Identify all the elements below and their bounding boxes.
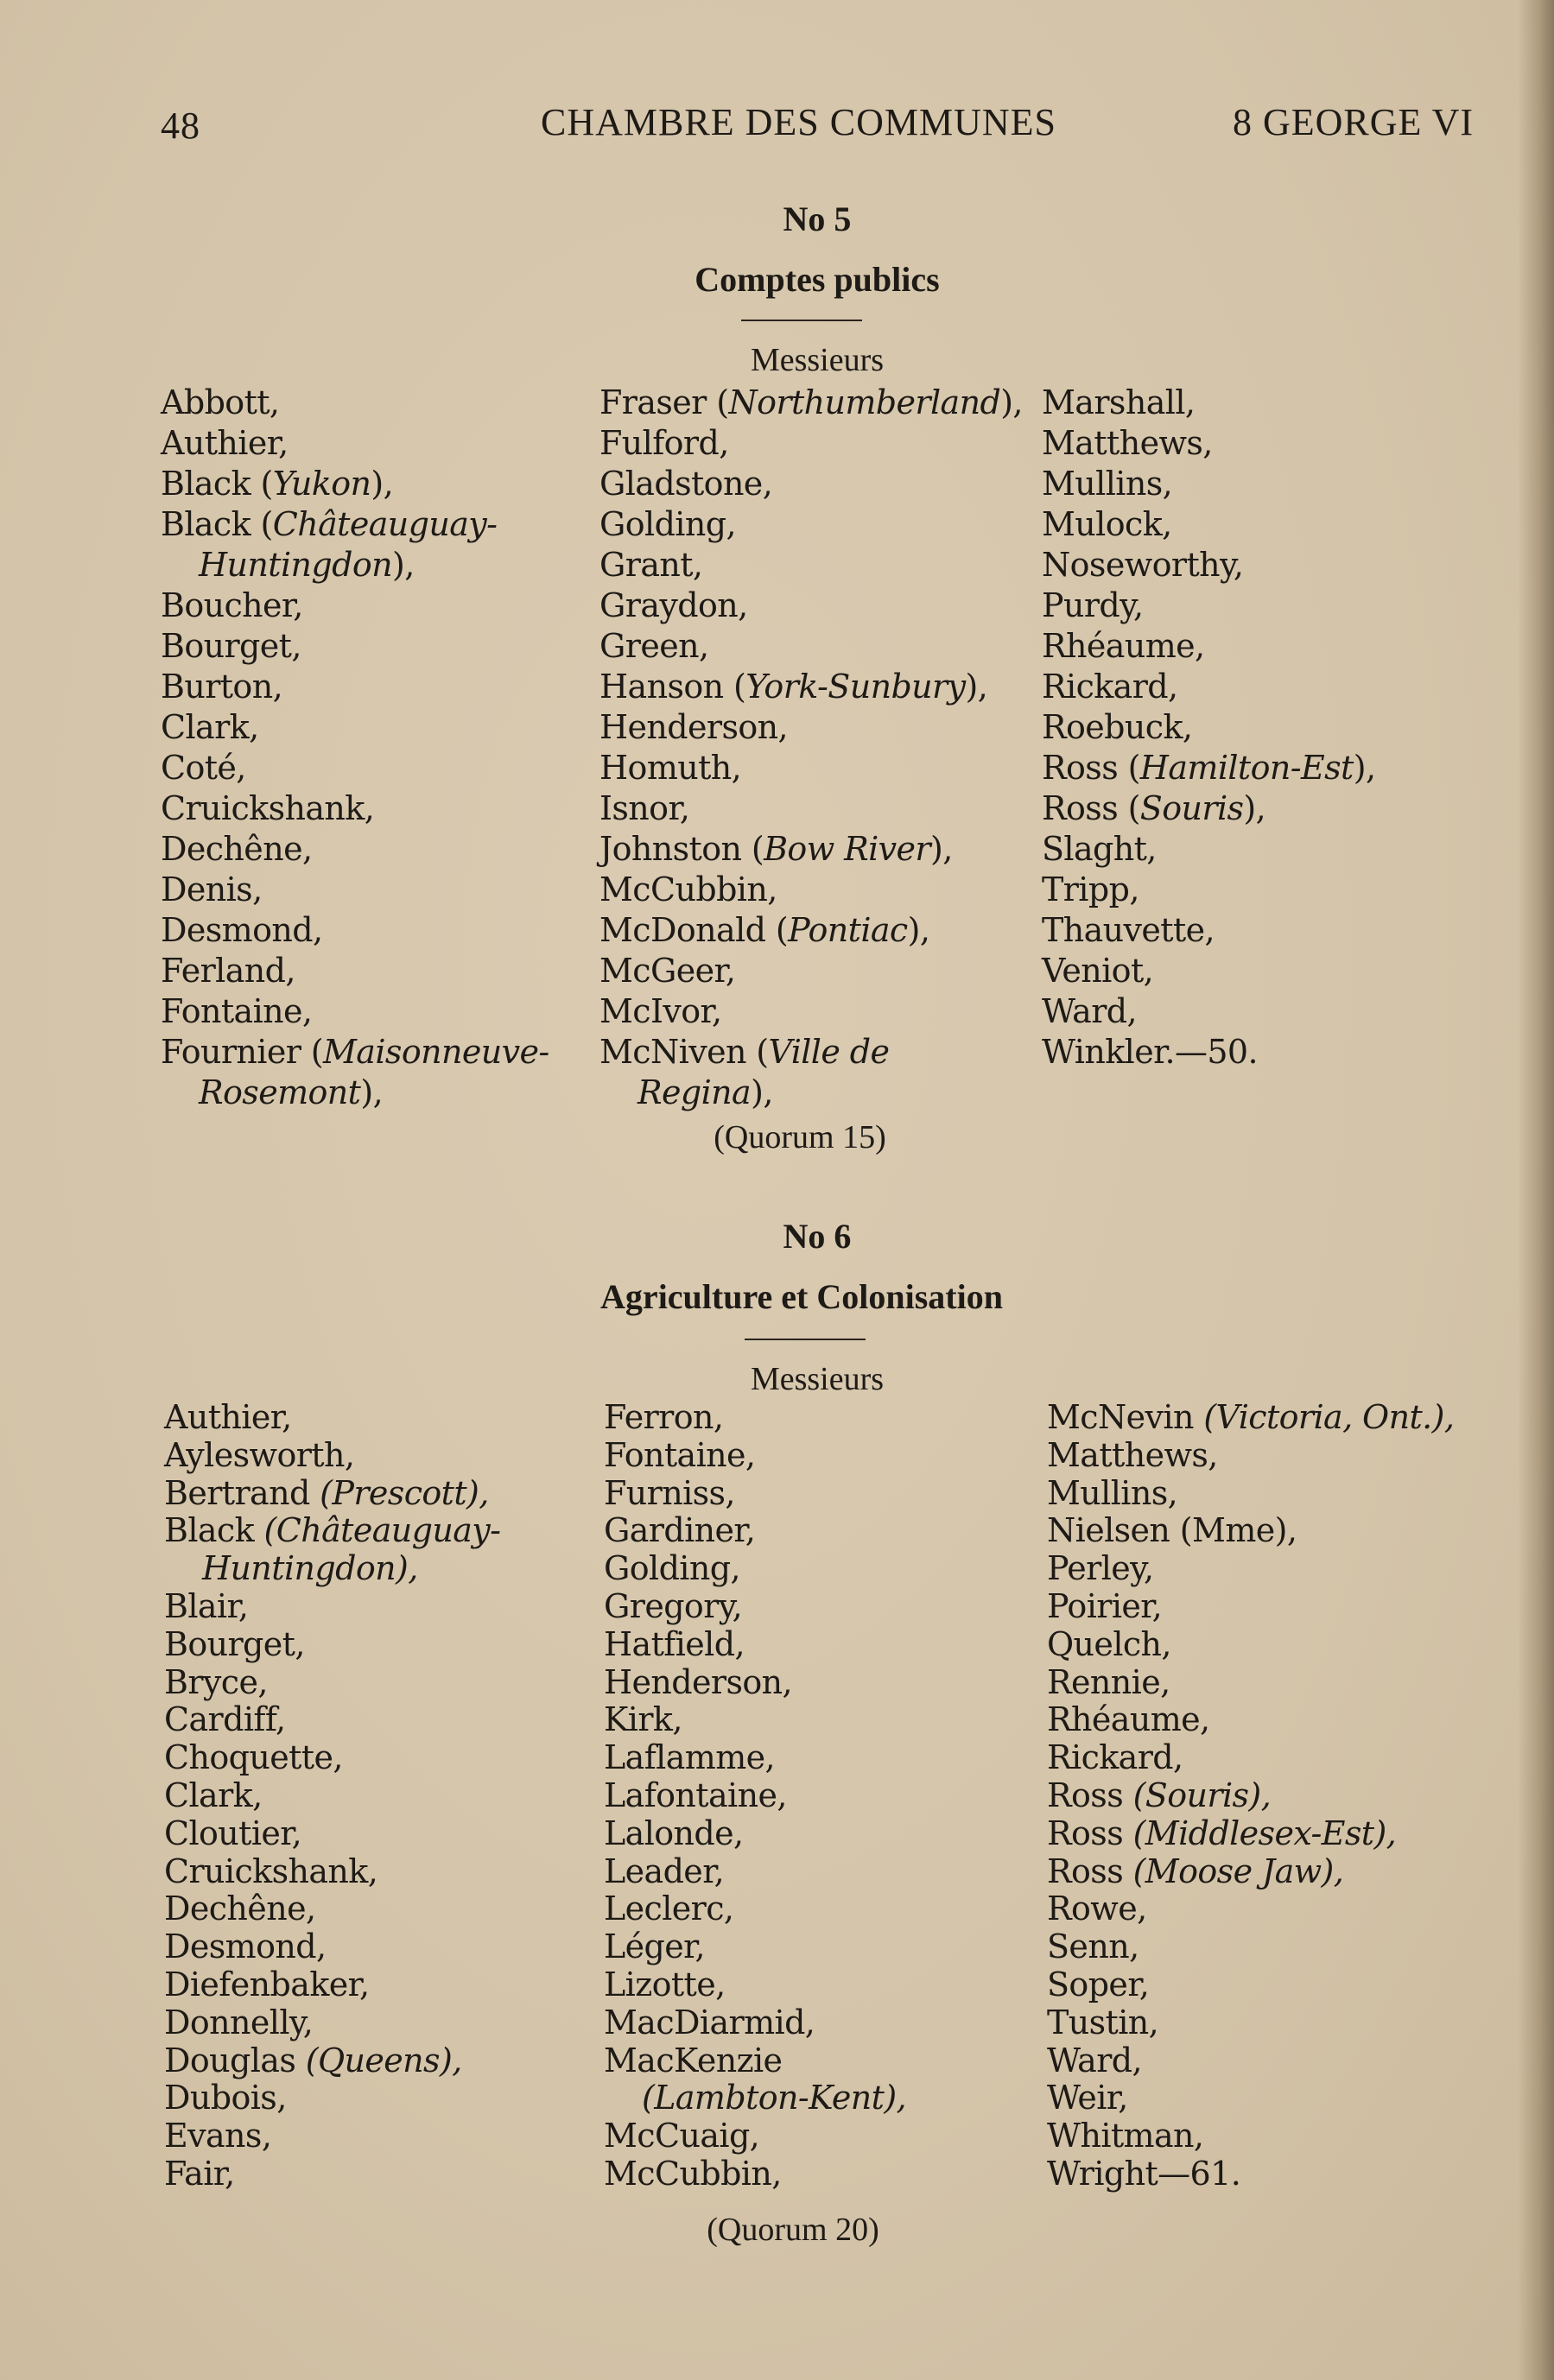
member-name-text: Johnston ( xyxy=(599,830,764,868)
member-line xyxy=(164,1853,500,1891)
member-line xyxy=(604,1815,906,1853)
member-name-text: Cardiff, xyxy=(164,1700,286,1739)
member-line xyxy=(1047,1701,1454,1739)
quorum-label: (Quorum 20) xyxy=(707,2212,879,2248)
member-name-text: Ward, xyxy=(1047,2041,1142,2079)
member-riding-text: (Lambton-Kent), xyxy=(642,2079,907,2117)
member-riding-text: Ville de xyxy=(768,1033,890,1071)
member-line xyxy=(604,1550,906,1588)
section-number: No 6 xyxy=(783,1217,852,1256)
member-line xyxy=(1047,1815,1454,1853)
member-name-text: Hatfield, xyxy=(604,1624,745,1663)
member-line xyxy=(604,1588,906,1626)
section-title: Comptes publics xyxy=(695,260,940,299)
member-name-text: Rowe, xyxy=(1047,1889,1147,1928)
member-name-text: Evans, xyxy=(164,2117,272,2155)
member-name-text: Grant, xyxy=(599,546,703,584)
member-name-text: Gregory, xyxy=(604,1586,743,1625)
member-name-text: Rickard, xyxy=(1047,1738,1183,1777)
member-name-text: Donnelly, xyxy=(164,2003,314,2041)
page-edge-shadow xyxy=(1518,0,1554,2380)
member-line xyxy=(1047,2004,1454,2042)
member-name-text: Fair, xyxy=(164,2154,235,2193)
member-riding-text: Pontiac xyxy=(788,911,908,949)
header-reign: 8 GEORGE VI xyxy=(1232,101,1474,143)
member-name-text: Choquette, xyxy=(164,1738,343,1777)
member-name-text: Ward, xyxy=(1042,992,1137,1030)
member-name-text: Blair, xyxy=(164,1586,249,1625)
member-name-text: Purdy, xyxy=(1042,586,1144,624)
member-name-text: Burton, xyxy=(161,668,283,706)
member-name-text: Weir, xyxy=(1047,2079,1128,2117)
member-riding-text: Souris xyxy=(1139,789,1244,827)
member-name-text: ), xyxy=(965,668,988,706)
member-name-text: Lalonde, xyxy=(604,1813,744,1852)
member-line xyxy=(604,2117,906,2155)
member-riding-text: Regina xyxy=(637,1073,752,1111)
member-name-text: McCuaig, xyxy=(604,2117,760,2155)
member-name-text: Ross xyxy=(1047,1813,1133,1852)
member-name-text: Fulford, xyxy=(599,424,729,462)
member-name-text: Homuth, xyxy=(599,749,742,787)
member-line xyxy=(164,1815,500,1853)
member-name-text: Roebuck, xyxy=(1042,708,1193,746)
member-line xyxy=(164,2155,500,2193)
member-name-text: Léger, xyxy=(604,1927,706,1966)
member-line xyxy=(1047,1588,1454,1626)
member-line xyxy=(164,1701,500,1739)
member-name-text: Matthews, xyxy=(1042,424,1213,462)
member-name-text: Fraser ( xyxy=(599,383,729,421)
member-name-text: Bourget, xyxy=(164,1624,305,1663)
member-name-text: ), xyxy=(907,911,930,949)
member-name-text: Bertrand xyxy=(164,1473,320,1512)
member-riding-text: Huntingdon xyxy=(199,546,392,584)
quorum-label: (Quorum 15) xyxy=(714,1119,886,1155)
member-riding-text: (Prescott), xyxy=(320,1473,489,1512)
member-line xyxy=(164,1550,500,1588)
member-name-text: Tripp, xyxy=(1042,870,1139,908)
member-line xyxy=(604,2042,906,2080)
member-name-text: Ross ( xyxy=(1042,789,1140,827)
member-line xyxy=(604,1928,906,1966)
member-name-text: ), xyxy=(360,1073,384,1111)
member-riding-text: (Victoria, Ont.), xyxy=(1203,1398,1455,1436)
member-line xyxy=(164,2117,500,2155)
member-name-text: ), xyxy=(1000,383,1023,421)
member-riding-text: (Queens), xyxy=(305,2041,462,2079)
member-name-text: Marshall, xyxy=(1042,383,1196,421)
member-line xyxy=(604,2155,906,2193)
member-name-text: Abbott, xyxy=(161,383,280,421)
member-column-2 xyxy=(604,1399,906,2193)
member-name-text: McCubbin, xyxy=(599,870,777,908)
member-name-text: Rhéaume, xyxy=(1047,1700,1210,1739)
member-name-text: Clark, xyxy=(161,708,259,746)
member-line xyxy=(1047,1664,1454,1702)
member-name-text: Matthews, xyxy=(1047,1435,1218,1474)
member-name-text: Noseworthy, xyxy=(1042,546,1244,584)
member-line xyxy=(604,1399,906,1437)
member-name-text: Henderson, xyxy=(599,708,789,746)
member-name-text: Ferland, xyxy=(161,952,295,990)
member-name-text: MacKenzie xyxy=(604,2041,783,2079)
member-name-text: Slaght, xyxy=(1042,830,1157,868)
member-name-text: McNiven ( xyxy=(599,1033,769,1071)
member-name-text: Rhéaume, xyxy=(1042,627,1205,665)
member-name-text: Ross xyxy=(1047,1776,1133,1814)
member-line xyxy=(604,1512,906,1550)
member-column-1 xyxy=(164,1399,500,2193)
member-name-text: Authier, xyxy=(164,1398,292,1436)
member-line xyxy=(164,1739,500,1777)
member-name-text: Thauvette, xyxy=(1042,911,1215,949)
member-riding-text: (Châteauguay- xyxy=(263,1511,501,1550)
member-name-text: Furniss, xyxy=(604,1473,735,1512)
section-title: Agriculture et Colonisation xyxy=(600,1277,1003,1316)
member-line xyxy=(1047,1966,1454,2004)
member-line xyxy=(164,2042,500,2080)
header-title: CHAMBRE DES COMMUNES xyxy=(541,101,1056,143)
member-riding-text: York-Sunbury xyxy=(745,668,966,706)
member-name-text: Perley, xyxy=(1047,1549,1154,1588)
member-line xyxy=(164,1512,500,1550)
member-name-text: Boucher, xyxy=(161,586,303,624)
member-line xyxy=(164,1588,500,1626)
member-name-text: Green, xyxy=(599,627,709,665)
member-name-text: Laflamme, xyxy=(604,1738,775,1777)
member-name-text: Black ( xyxy=(161,505,273,543)
member-line xyxy=(164,1890,500,1928)
member-line xyxy=(164,1475,500,1513)
page-number: 48 xyxy=(161,104,200,147)
member-name-text: Coté, xyxy=(161,749,246,787)
member-name-text: Rennie, xyxy=(1047,1662,1170,1701)
member-name-text: Golding, xyxy=(599,505,736,543)
member-line xyxy=(164,2079,500,2117)
member-name-text: Leader, xyxy=(604,1851,725,1890)
committee-section-no6 xyxy=(161,0,1474,2332)
member-name-text: Black xyxy=(164,1511,264,1550)
member-line xyxy=(164,1437,500,1475)
member-name-text: Bryce, xyxy=(164,1662,268,1701)
messieurs-label: Messieurs xyxy=(750,342,885,378)
member-name-text: Hanson ( xyxy=(599,668,746,706)
member-line xyxy=(604,1664,906,1702)
member-line xyxy=(1047,1739,1454,1777)
member-name-text: Cloutier, xyxy=(164,1813,302,1852)
member-name-text: ), xyxy=(392,546,415,584)
member-riding-text: Rosemont xyxy=(199,1073,361,1111)
member-line xyxy=(164,2004,500,2042)
member-name-text: Dechêne, xyxy=(164,1889,316,1928)
member-line xyxy=(604,2004,906,2042)
messieurs-label: Messieurs xyxy=(750,1361,885,1397)
member-line xyxy=(604,1701,906,1739)
member-name-text: Ross xyxy=(1047,1851,1133,1890)
member-name-text: Desmond, xyxy=(161,911,323,949)
member-riding-text: Bow River xyxy=(764,830,930,868)
member-line xyxy=(604,1437,906,1475)
member-name-text: Senn, xyxy=(1047,1927,1139,1966)
member-name-text: McDonald ( xyxy=(599,911,789,949)
member-name-text: ), xyxy=(1353,749,1376,787)
member-name-text: Mullins, xyxy=(1042,465,1173,503)
member-name-text: Wright—61. xyxy=(1047,2154,1241,2193)
member-riding-text: (Middlesex-Est), xyxy=(1132,1813,1397,1852)
member-line xyxy=(164,1928,500,1966)
member-name-text: Henderson, xyxy=(604,1662,793,1701)
member-line xyxy=(164,1777,500,1815)
member-line xyxy=(604,1739,906,1777)
member-line xyxy=(604,1853,906,1891)
member-line xyxy=(1047,2117,1454,2155)
member-name-text: Gardiner, xyxy=(604,1511,756,1550)
member-line xyxy=(604,1890,906,1928)
member-line xyxy=(604,1626,906,1664)
member-line xyxy=(1047,1890,1454,1928)
member-name-text: Ferron, xyxy=(604,1398,724,1436)
member-name-text: Veniot, xyxy=(1042,952,1154,990)
member-name-text: Cruickshank, xyxy=(161,789,375,827)
member-riding-text: Yukon xyxy=(272,465,371,503)
member-name-text: Black ( xyxy=(161,465,273,503)
member-line xyxy=(1047,2042,1454,2080)
member-name-text: Graydon, xyxy=(599,586,748,624)
member-name-text: Denis, xyxy=(161,870,263,908)
member-name-text: Fontaine, xyxy=(161,992,313,1030)
member-riding-text: Maisonneuve- xyxy=(323,1033,549,1071)
member-riding-text: Huntingdon), xyxy=(202,1549,418,1588)
member-riding-text: (Souris), xyxy=(1132,1776,1272,1814)
member-name-text: Winkler.—50. xyxy=(1042,1033,1258,1071)
member-name-text: Authier, xyxy=(161,424,289,462)
member-name-text: Kirk, xyxy=(604,1700,682,1739)
member-name-text: Poirier, xyxy=(1047,1586,1163,1625)
member-name-text: Mulock, xyxy=(1042,505,1172,543)
member-line xyxy=(164,1664,500,1702)
member-line xyxy=(1047,2155,1454,2193)
member-name-text: Dechêne, xyxy=(161,830,313,868)
member-name-text: McNevin xyxy=(1047,1398,1204,1436)
member-name-text: McCubbin, xyxy=(604,2154,782,2193)
member-line xyxy=(164,1966,500,2004)
member-name-text: Bourget, xyxy=(161,627,301,665)
member-name-text: Rickard, xyxy=(1042,668,1178,706)
member-line xyxy=(164,1626,500,1664)
member-line xyxy=(1047,1399,1454,1437)
member-name-text: Lafontaine, xyxy=(604,1776,787,1814)
member-name-text: Quelch, xyxy=(1047,1624,1171,1663)
member-line xyxy=(604,1966,906,2004)
member-name-text: Aylesworth, xyxy=(164,1435,355,1474)
member-name-text: Soper, xyxy=(1047,1965,1150,2003)
member-column-3 xyxy=(1047,1399,1454,2193)
member-line xyxy=(1047,1777,1454,1815)
member-riding-text: Hamilton-Est xyxy=(1139,749,1354,787)
member-name-text: Mullins, xyxy=(1047,1473,1178,1512)
member-name-text: Clark, xyxy=(164,1776,263,1814)
member-name-text: Lizotte, xyxy=(604,1965,726,2003)
member-line xyxy=(1047,1437,1454,1475)
member-name-text: Diefenbaker, xyxy=(164,1965,370,2003)
member-name-text: McGeer, xyxy=(599,952,736,990)
member-line xyxy=(164,1399,500,1437)
member-name-text: MacDiarmid, xyxy=(604,2003,815,2041)
member-name-text: Leclerc, xyxy=(604,1889,734,1928)
member-name-text: Whitman, xyxy=(1047,2117,1204,2155)
member-name-text: ), xyxy=(930,830,953,868)
member-line xyxy=(1047,1626,1454,1664)
member-name-text: McIvor, xyxy=(599,992,722,1030)
member-name-text: Ross ( xyxy=(1042,749,1140,787)
member-name-text: ), xyxy=(371,465,394,503)
member-riding-text: Northumberland xyxy=(728,383,1001,421)
member-name-text: Douglas xyxy=(164,2041,306,2079)
member-line xyxy=(1047,1928,1454,1966)
member-name-text: Desmond, xyxy=(164,1927,327,1966)
member-name-text: Cruickshank, xyxy=(164,1851,378,1890)
member-line xyxy=(1047,1853,1454,1891)
member-riding-text: (Moose Jaw), xyxy=(1132,1851,1344,1890)
member-name-text: ), xyxy=(1243,789,1266,827)
member-line xyxy=(1047,1475,1454,1513)
member-name-text: Tustin, xyxy=(1047,2003,1159,2041)
section-rule xyxy=(745,1339,866,1340)
member-name-text: ), xyxy=(751,1073,773,1111)
section-number: No 5 xyxy=(783,199,852,238)
member-name-text: Golding, xyxy=(604,1549,740,1588)
member-name-text: Fontaine, xyxy=(604,1435,756,1474)
member-name-text: Gladstone, xyxy=(599,465,773,503)
member-line xyxy=(604,2079,906,2117)
member-name-text: Fournier ( xyxy=(161,1033,323,1071)
member-line xyxy=(1047,1550,1454,1588)
member-name-text: Nielsen (Mme), xyxy=(1047,1511,1297,1550)
member-line xyxy=(1047,2079,1454,2117)
member-line xyxy=(604,1777,906,1815)
member-name-text: Isnor, xyxy=(599,789,690,827)
member-line xyxy=(604,1475,906,1513)
member-riding-text: Châteauguay- xyxy=(272,505,498,543)
member-name-text: Dubois, xyxy=(164,2079,287,2117)
member-line xyxy=(1047,1512,1454,1550)
